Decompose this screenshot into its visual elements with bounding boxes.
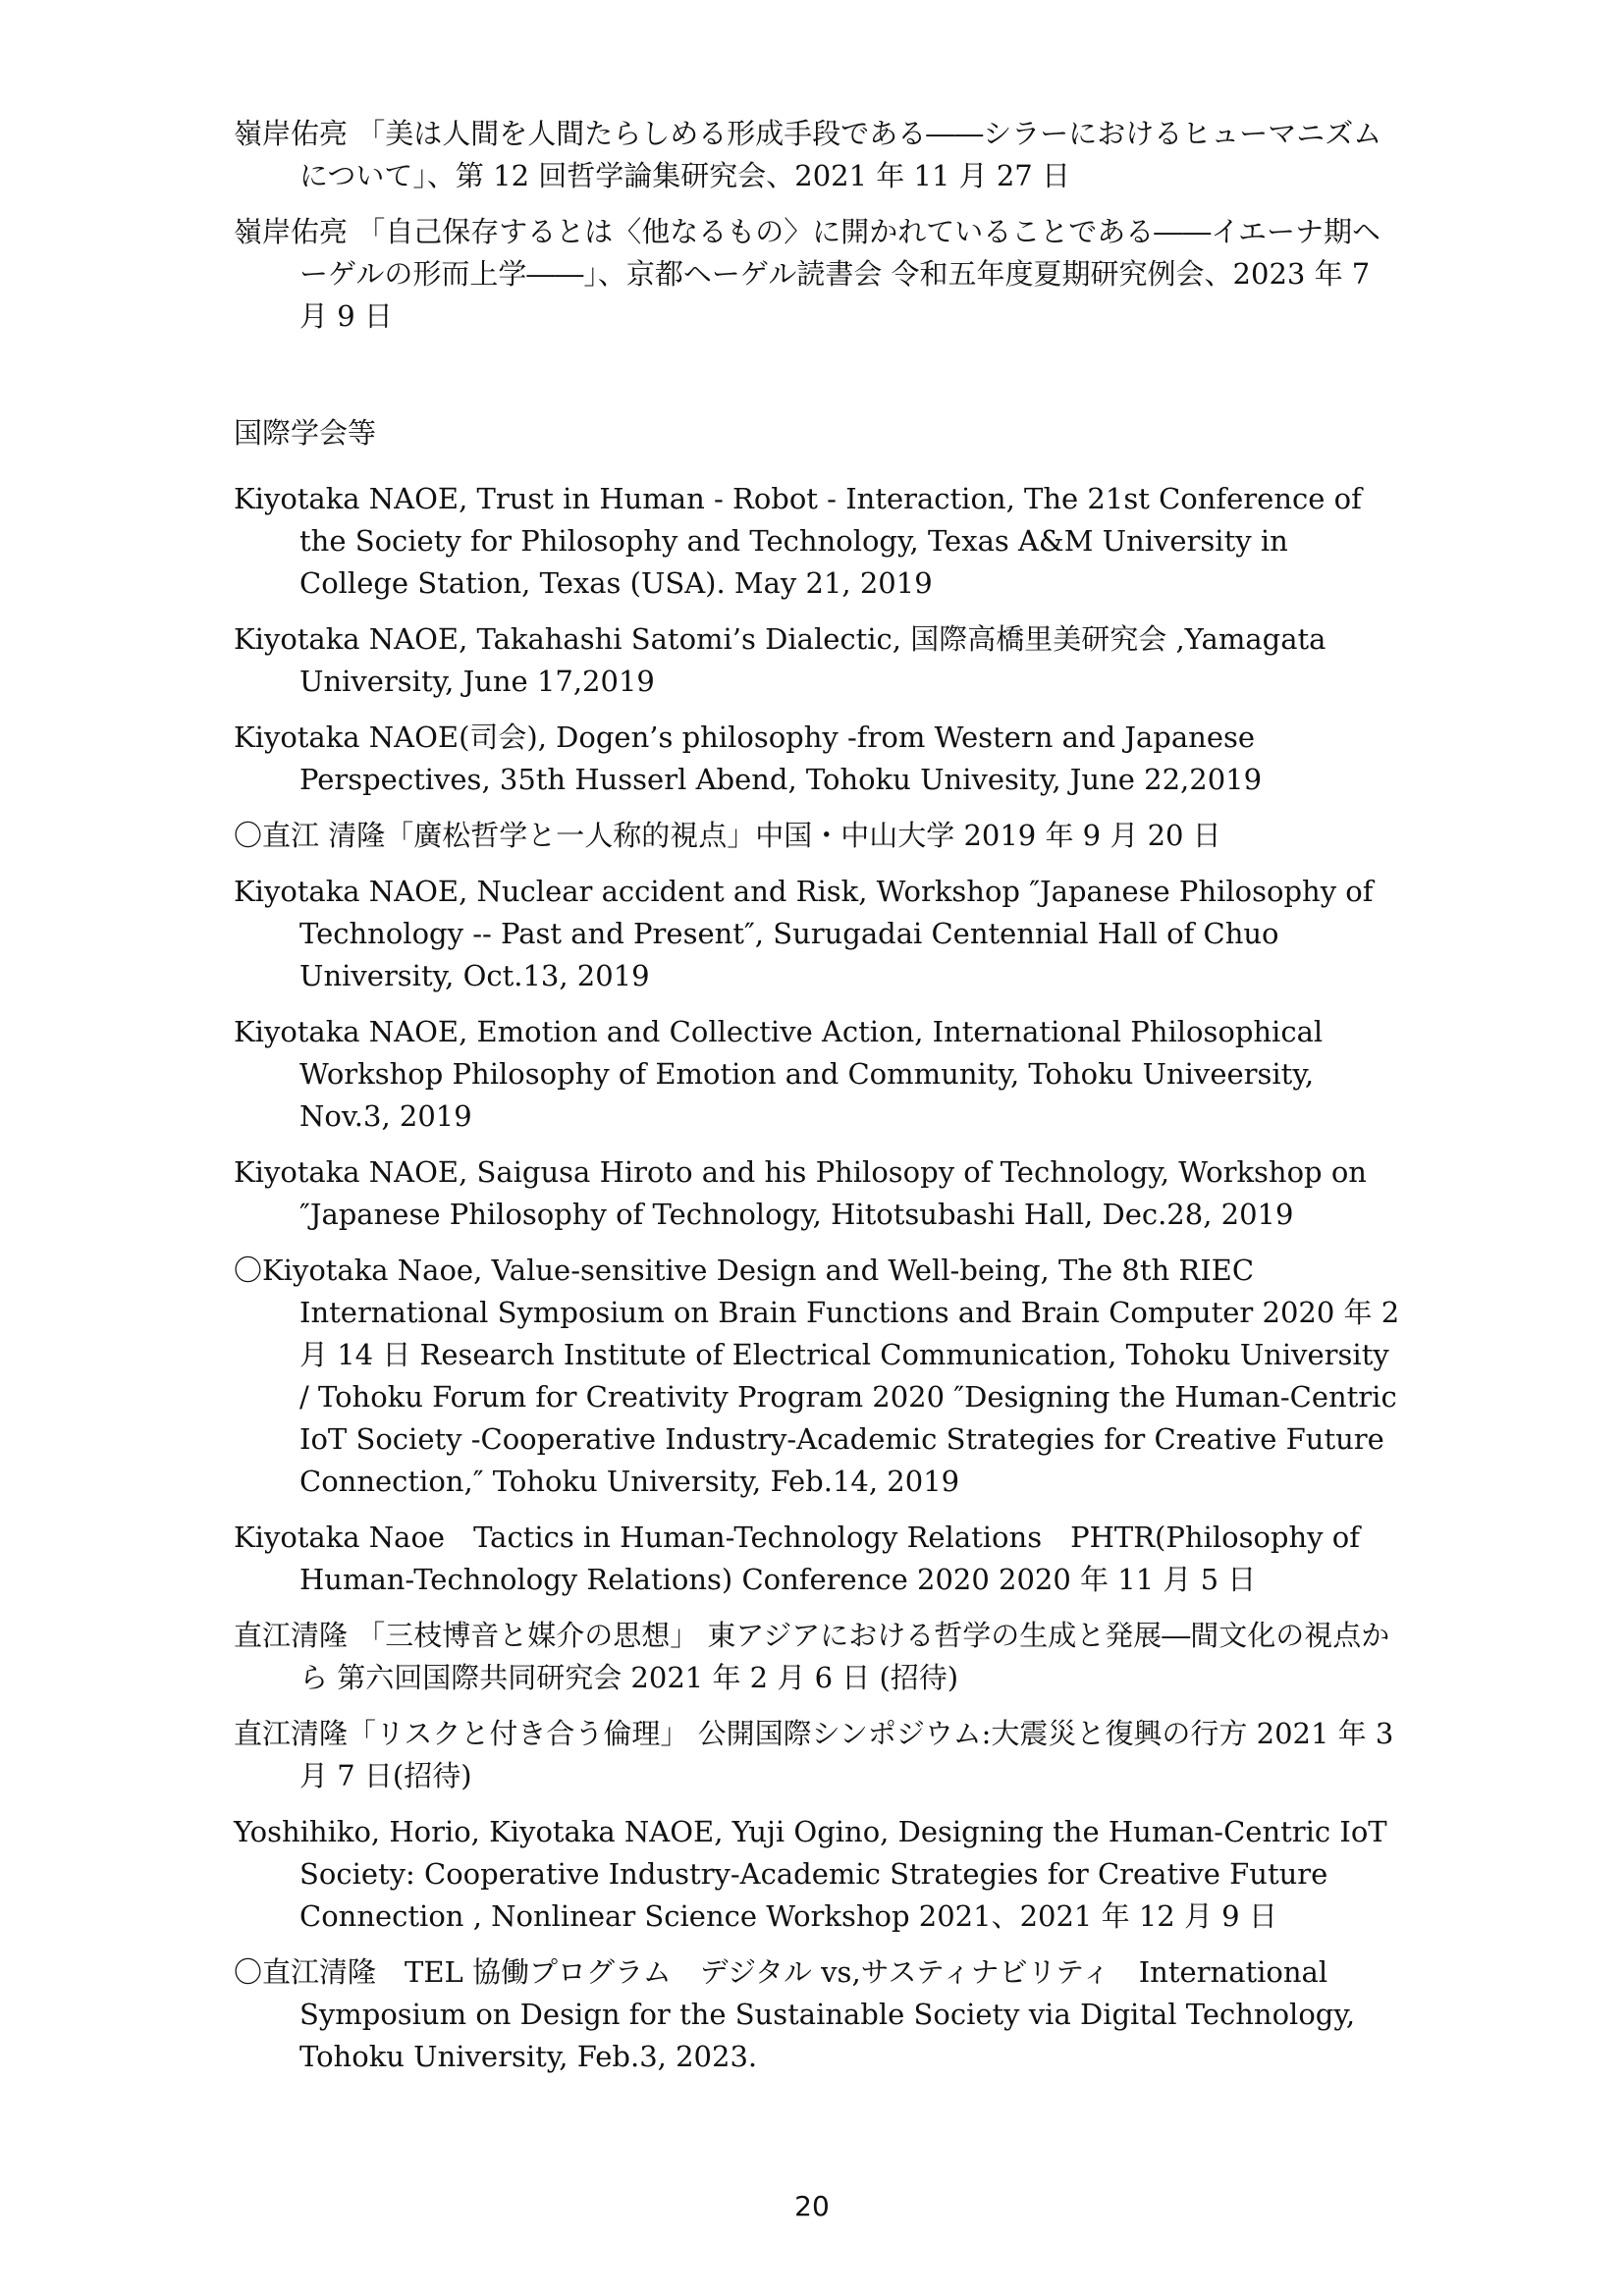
presentation-entry: Kiyotaka NAOE, Saigusa Hiroto and his Philosopy of Technology, Workshop on ″Japanese Philosophy of Technology, Hitotsubashi Hall, Dec.28, 2019 (234, 1155, 1367, 1231)
page-number: 20 (794, 2190, 830, 2222)
presentation-entry: 直江清隆「リスクと付き合う倫理」 公開国際シンポジウム:大震災と復興の行方 2021 年 3 月 7 日(招待) (234, 1717, 1394, 1792)
presentation-entry: Kiyotaka NAOE, Takahashi Satomi’s Dialectic, 国際高橋里美研究会 ,Yamagata University, June 17,2019 (234, 622, 1326, 698)
presentation-entry: Kiyotaka NAOE, Trust in Human - Robot - Interaction, The 21st Conference of the Society for Philosophy and Technology, Texas A&M University in College Station, Texas (USA). May 21, 2019 (234, 482, 1362, 600)
section-heading: 国際学会等 (234, 416, 377, 450)
presentation-entry: Kiyotaka Naoe Tactics in Human-Technology Relations PHTR(Philosophy of Human-Technology Relations) Conference 2020 2020 年 11 月 5 日 (234, 1521, 1360, 1596)
presentation-entry: Kiyotaka NAOE, Nuclear accident and Risk, Workshop ″Japanese Philosophy of Technology -- Past and Present″, Surugadai Centennial Hall of Chuo University, Oct.13, 2019 (234, 875, 1374, 992)
presentation-entry: 〇Kiyotaka Naoe, Value-sensitive Design and Well-being, The 8th RIEC International Symposium on Brain Functions and Brain Computer 2020 年 2 月 14 日 Research Institute of Electrical Communication, Tohoku University / Tohoku Forum for Creativity Program 2020 ″Designing the Human-Centric IoT Society -Cooperative Industry-Academic Strategies for Creative Future Connection,″ Tohoku University, Feb.14, 2019 (234, 1254, 1400, 1498)
document-page (234, 113, 1402, 2092)
presentation-entry: Yoshihiko, Horio, Kiyotaka NAOE, Yuji Ogino, Designing the Human-Centric IoT Society: Cooperative Industry-Academic Strategies for Creative Future Connection , Nonlinear Science Workshop 2021、2021 年 12 月 9 日 (234, 1815, 1387, 1933)
presentation-entry: 〇直江清隆 TEL 協働プログラム デジタル vs,サスティナビリティ International Symposium on Design for the Sustainable Society via Digital Technology, Tohoku University, Feb.3, 2023. (234, 1955, 1356, 2073)
presentation-entry: 嶺岸佑亮 「自己保存するとは〈他なるもの〉に開かれていることである――イエーナ期ヘーゲルの形而上学――」、京都ヘーゲル読書会 令和五年度夏期研究例会、2023 年 7 月 9 日 (234, 215, 1381, 333)
presentation-entry: 嶺岸佑亮 「美は人間を人間たらしめる形成手段である――シラーにおけるヒューマニズムについて」、第 12 回哲学論集研究会、2021 年 11 月 27 日 (234, 117, 1382, 192)
presentation-entry: Kiyotaka NAOE, Emotion and Collective Action, International Philosophical Workshop Philosophy of Emotion and Community, Tohoku Univeersity, Nov.3, 2019 (234, 1015, 1324, 1133)
presentation-entry: 直江清隆 「三枝博音と媒介の思想」 東アジアにおける哲学の生成と発展―間文化の視点から 第六回国際共同研究会 2021 年 2 月 6 日 (招待) (234, 1619, 1390, 1694)
presentation-entry: Kiyotaka NAOE(司会), Dogen’s philosophy -from Western and Japanese Perspectives, 35th Husserl Abend, Tohoku Univesity, June 22,2019 (234, 721, 1263, 796)
presentation-entry: 〇直江 清隆「廣松哲学と一人称的視点」中国・中山大学 2019 年 9 月 20 日 (234, 819, 1221, 852)
